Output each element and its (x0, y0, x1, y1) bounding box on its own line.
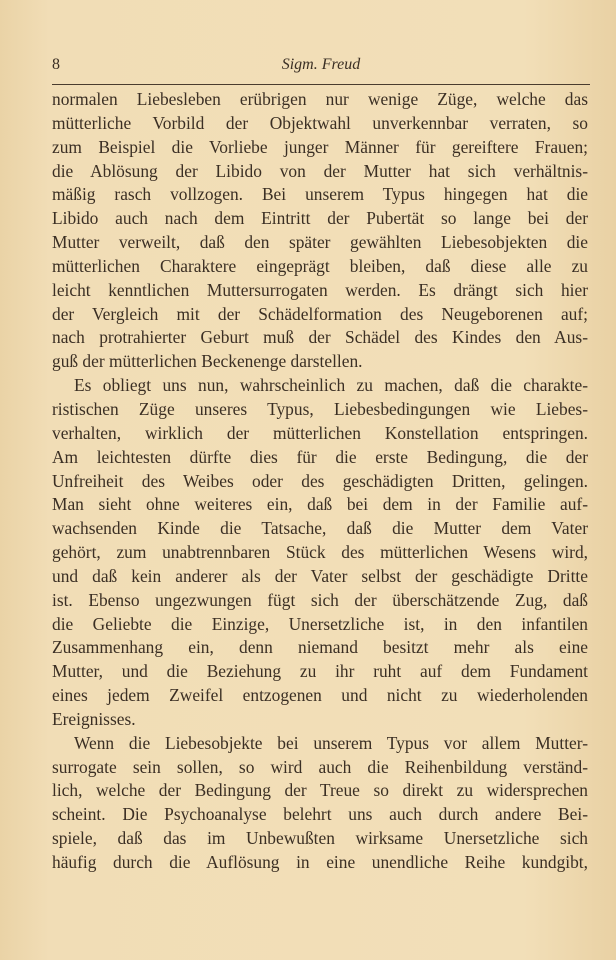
text-line: Man sieht ohne weiteres ein, daß bei dem in der Familie auf- (52, 494, 588, 515)
text-line: eines jedem Zweifel entzogenen und nicht zu wiederholenden (52, 685, 588, 706)
text-line: zum Beispiel die Vorliebe junger Männer für gereiftere Frauen; (52, 136, 588, 157)
page-number: 8 (52, 56, 60, 73)
text-line: spiele, daß das im Unbewußten wirksame Unersetzliche sich (52, 828, 588, 849)
text-line: Mutter, und die Beziehung zu ihr ruht auf dem Fundament (52, 661, 588, 682)
text-line: Unfreiheit des Weibes oder des geschädigten Dritten, gelingen. (52, 470, 588, 491)
text-line: Wenn die Liebesobjekte bei unserem Typus vor allem Mutter- (74, 732, 588, 753)
text-line: und daß kein anderer als der Vater selbst der geschädigte Dritte (52, 565, 588, 586)
text-line: Zusammenhang ein, denn niemand besitzt mehr als eine (52, 637, 588, 658)
text-line: guß der mütterlichen Beckenenge darstellen. (52, 351, 363, 372)
text-line: mäßig rasch vollzogen. Bei unserem Typus hingegen hat die (52, 184, 588, 205)
text-line: ist. Ebenso ungezwungen fügt sich der überschätzende Zug, daß (52, 589, 588, 610)
text-line: die Ablösung der Libido von der Mutter hat sich verhältnis- (52, 160, 588, 181)
text-line: die Geliebte die Einzige, Unersetzliche ist, in den infantilen (52, 613, 588, 634)
text-line: Mutter verweilt, daß den später gewählten Liebesobjekten die (52, 232, 588, 253)
text-line: mütterliche Vorbild der Objektwahl unverkennbar verraten, so (52, 112, 588, 133)
text-line: Libido auch nach dem Eintritt der Pubertät so lange bei der (52, 208, 588, 229)
text-line: der Vergleich mit der Schädelformation des Neugeborenen auf; (52, 303, 588, 324)
running-title: Sigm. Freud (281, 56, 361, 73)
header-rule (52, 84, 590, 85)
text-line: surrogate sein sollen, so wird auch die Reihenbildung verständ- (52, 756, 588, 777)
text-line: scheint. Die Psychoanalyse belehrt uns auch durch andere Bei- (52, 804, 588, 825)
text-line: Am leichtesten dürfte dies für die erste Bedingung, die der (52, 446, 588, 467)
text-line: gehört, zum unabtrennbaren Stück des mütterlichen Wesens wird, (52, 542, 588, 563)
text-line: wachsenden Kinde die Tatsache, daß die Mutter dem Vater (52, 518, 588, 539)
text-line: ristischen Züge unseres Typus, Liebesbedingungen wie Liebes- (52, 398, 588, 419)
text-line: Es obliegt uns nun, wahrscheinlich zu machen, daß die charakte- (74, 375, 588, 396)
page-header (52, 56, 590, 82)
body-text (52, 88, 588, 875)
text-line: Ereignisses. (52, 708, 136, 729)
text-line: lich, welche der Bedingung der Treue so direkt zu widersprechen (52, 780, 588, 801)
text-line: häufig durch die Auflösung in eine unendliche Reihe kundgibt, (52, 852, 588, 872)
text-line: normalen Liebesleben erübrigen nur wenige Züge, welche das (52, 89, 588, 109)
text-line: leicht kenntlichen Muttersurrogaten werden. Es drängt sich hier (52, 279, 588, 300)
text-line: verhalten, wirklich der mütterlichen Konstellation entspringen. (52, 422, 588, 443)
text-line: nach protrahierter Geburt muß der Schädel des Kindes den Aus- (52, 327, 588, 348)
text-line: mütterlichen Charaktere eingeprägt bleiben, daß diese alle zu (52, 255, 588, 276)
